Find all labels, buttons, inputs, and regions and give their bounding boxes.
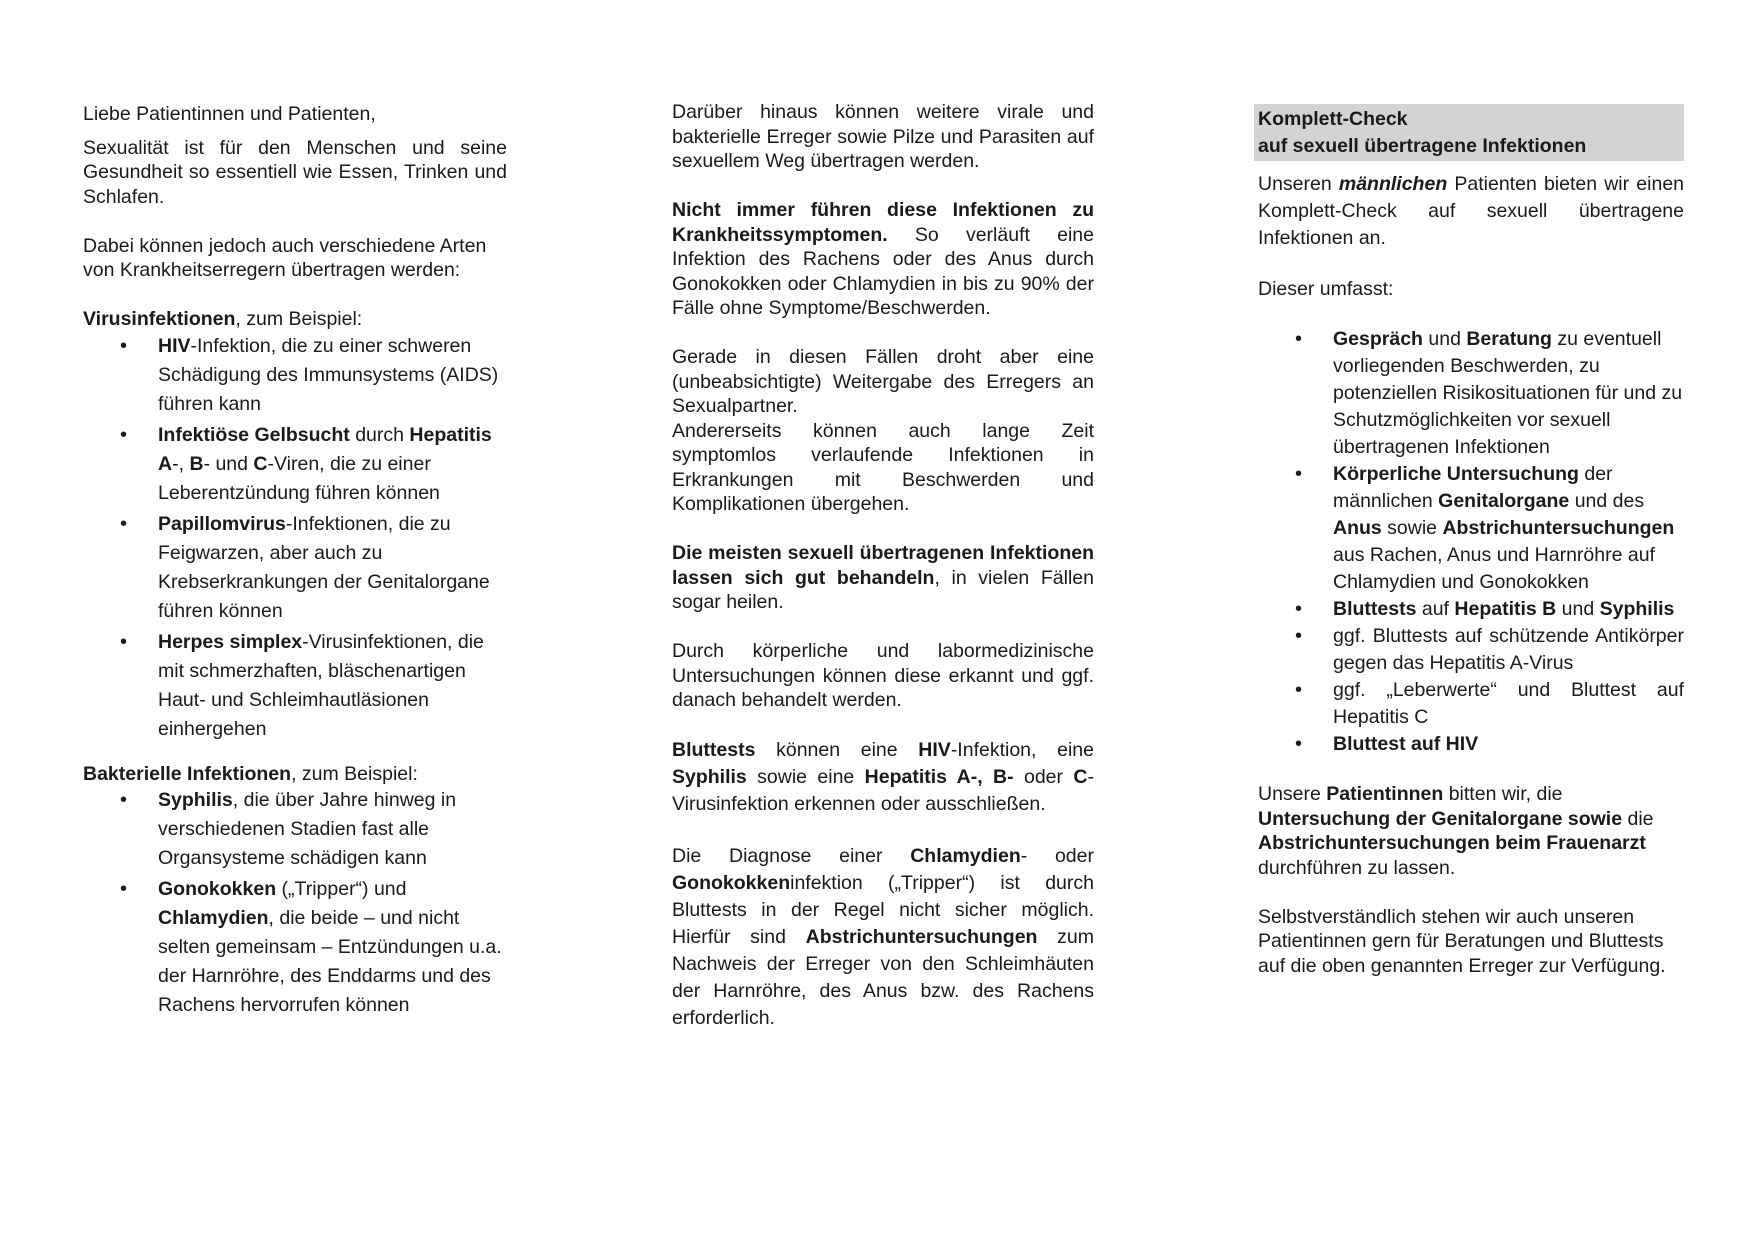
section-title: Komplett-Check [1258,108,1408,130]
paragraph: Unseren männlichen Patienten bieten wir einen Komplett-Check auf sexuell übertragene Infektionen an. [1258,173,1685,249]
check-list [1258,326,1684,758]
list-item: • ggf. „Leberwerte“ und Bluttest auf Hepatitis C [1333,677,1684,731]
viral-heading: Virusinfektionen, zum Beispiel: [83,308,363,330]
intro-paragraph-2: Dabei können jedoch auch verschiedene Arten von Krankheitserregern übertragen werden: [83,234,487,281]
paragraph: Darüber hinaus können weitere virale und bakterielle Erreger sowie Pilze und Parasiten auf sexuellem Weg übertragen werden. [672,101,1094,172]
list-item: • Bluttests auf Hepatitis B und Syphilis [1333,596,1684,623]
list-item: • Gonokokken („Tripper“) und Chlamydien, die beide – und nicht selten gemeinsam – Entzündungen u.a. der Harnröhre, des Enddarms und des Rachens hervorrufen können [158,875,507,1020]
list-item: • Bluttest auf HIV [1333,731,1684,758]
paragraph: Dieser umfasst: [1258,277,1394,300]
paragraph: Die Diagnose einer Chlamydien- oder Gonokokkeninfektion („Tripper“) ist durch Bluttests in der Regel nicht sicher möglich. Hierfür sind Abstrichuntersuchungen zum Nachweis der Erreger von den Schleimhäuten der Harnröhre, des Anus bzw. des Rachens erforderlich. [672,844,1094,1029]
section-subtitle: auf sexuell übertragene Infektionen [1258,134,1587,157]
list-item: • Herpes simplex-Virusinfektionen, die mit schmerzhaften, bläschenartigen Haut- und Schleimhautläsionen einhergehen [158,628,507,744]
column-middle [672,100,1094,1032]
list-item: • Papillomvirus-Infektionen, die zu Feigwarzen, aber auch zu Krebserkrankungen der Genitalorgane führen können [158,510,507,626]
paragraph: Bluttests können eine HIV-Infektion, eine Syphilis sowie eine Hepatitis A-, B- oder C-Virusinfektion erkennen oder ausschließen. [672,739,1094,815]
paragraph: Durch körperliche und labormedizinische Untersuchungen können diese erkannt und ggf. danach behandelt werden. [672,640,1094,711]
bacterial-list [83,786,507,1020]
bacterial-heading: Bakterielle Infektionen, zum Beispiel: [83,762,418,785]
paragraph: Selbstverständlich stehen wir auch unseren Patientinnen gern für Beratungen und Bluttests auf die oben genannten Erreger zur Verfügung. [1258,905,1666,977]
list-item: • Syphilis, die über Jahre hinweg in verschiedenen Stadien fast alle Organsysteme schädigen kann [158,786,507,873]
list-item: • Gespräch und Beratung zu eventuell vorliegenden Beschwerden, zu potenziellen Risikosituationen für und zu Schutzmöglichkeiten vor sexuell übertragenen Infektionen [1333,326,1684,461]
section-title-box [1254,104,1684,161]
column-right [1258,104,1684,978]
paragraph: Andererseits können auch lange Zeit symptomlos verlaufende Infektionen in Erkrankungen mit Beschwerden und Komplikationen übergehen. [672,419,1094,515]
list-item: • ggf. Bluttests auf schützende Antikörper gegen das Hepatitis A-Virus [1333,623,1684,677]
list-item: • Körperliche Untersuchung der männlichen Genitalorgane und des Anus sowie Abstrichuntersuchungen aus Rachen, Anus und Harnröhre auf Chlamydien und Gonokokken [1333,461,1684,596]
greeting: Liebe Patientinnen und Patienten, [83,103,376,125]
paragraph: Unsere Patientinnen bitten wir, die Untersuchung der Genitalorgane sowie die Abstrichuntersuchungen beim Frauenarzt durchführen zu lassen. [1258,783,1654,879]
viral-list [83,332,507,744]
list-item: • Infektiöse Gelbsucht durch Hepatitis A-, B- und C-Viren, die zu einer Leberentzündung führen können [158,421,507,508]
intro-paragraph: Sexualität ist für den Menschen und seine Gesundheit so essentiell wie Essen, Trinken und Schlafen. [83,136,507,208]
paragraph: Nicht immer führen diese Infektionen zu Krankheitssymptomen. So verläuft eine Infektion des Rachens oder des Anus durch Gonokokken oder Chlamydien in bis zu 90% der Fälle ohne Symptome/Beschwerden. [672,199,1094,319]
paragraph: Die meisten sexuell übertragenen Infektionen lassen sich gut behandeln, in vielen Fällen sogar heilen. [672,542,1094,613]
list-item: • HIV-Infektion, die zu einer schweren Schädigung des Immunsystems (AIDS) führen kann [158,332,507,419]
column-left [83,102,507,1022]
paragraph: Gerade in diesen Fällen droht aber eine (unbeabsichtigte) Weitergabe des Erregers an Sexualpartner. [672,346,1094,417]
